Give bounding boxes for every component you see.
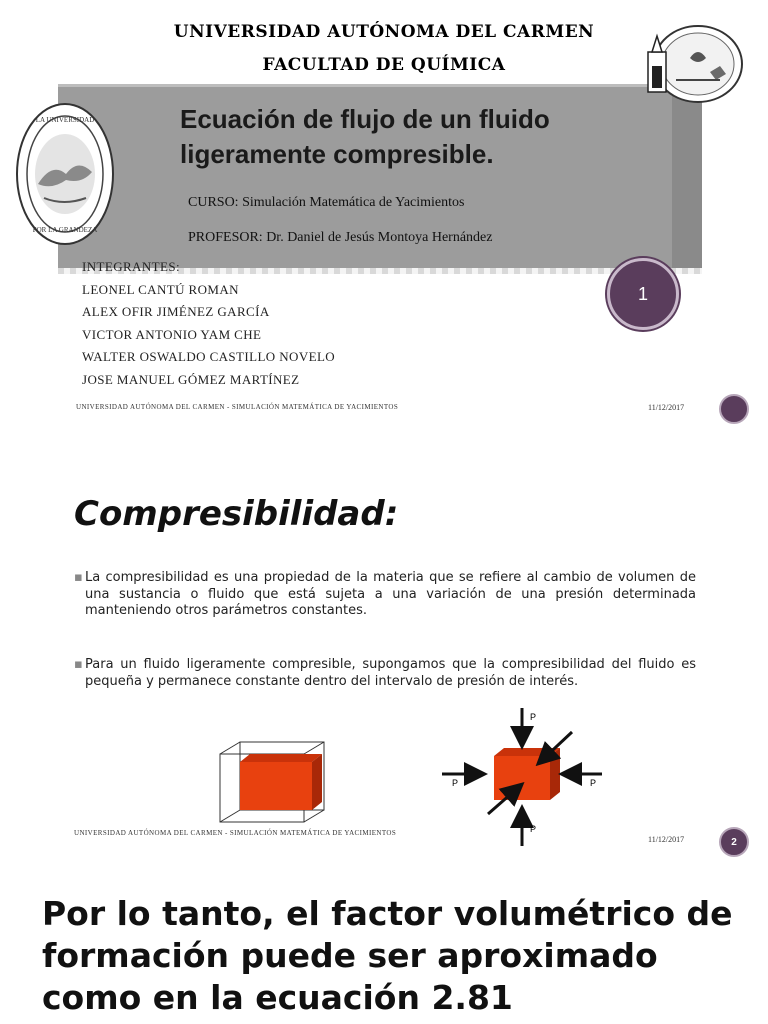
member-name: LEONEL CANTÚ ROMAN — [82, 281, 239, 297]
cube-in-container-figure — [218, 740, 338, 824]
pressure-label-left: P — [452, 778, 459, 788]
svg-text:POR LA GRANDEZA: POR LA GRANDEZA — [32, 226, 98, 234]
slide-number-dot: 2 — [719, 827, 749, 857]
slide-statement: Por lo tanto, el factor volumétrico de formación puede ser aproximado como en la ecuación 2.81 — [42, 894, 733, 1017]
pressure-label-right: P — [590, 778, 597, 788]
university-seal-logo — [14, 100, 116, 248]
bullet-marker-icon: ▪ — [74, 657, 83, 672]
faculty-heading: FACULTAD DE QUÍMICA — [262, 55, 506, 75]
slide-date: 11/12/2017 — [648, 835, 685, 844]
member-name: JOSE MANUEL GÓMEZ MARTÍNEZ — [82, 371, 300, 387]
pressure-label-top: P — [530, 712, 537, 722]
bullet-text: Para un fluido ligeramente compresible, supongamos que la compresibilidad del fluido es pequeña y permanece constante dentro del intervalo de presión de interés. — [85, 657, 696, 689]
presentation-title: Ecuación de flujo de un fluido ligeramente compresible. — [180, 104, 550, 169]
pressure-label-bottom: P — [530, 824, 537, 834]
faculty-crest-logo — [640, 22, 746, 106]
member-name: ALEX OFIR JIMÉNEZ GARCÍA — [82, 304, 270, 319]
bullet-marker-icon: ▪ — [74, 570, 83, 585]
bullet-text: La compresibilidad es una propiedad de la materia que se refiere al cambio de volumen de una sustancia o fluido que está sujeta a una variación de una presión determinada manteniendo otros parámetros constantes. — [85, 570, 696, 618]
slide-footer: UNIVERSIDAD AUTÓNOMA DEL CARMEN - SIMULACIÓN MATEMÁTICA DE YACIMIENTOS — [76, 403, 399, 411]
professor-label: PROFESOR: Dr. Daniel de Jesús Montoya Hernández — [188, 230, 493, 245]
course-label: CURSO: Simulación Matemática de Yacimientos — [188, 195, 465, 210]
slide-number-badge: 1 — [607, 258, 679, 330]
slide-number-dot — [719, 394, 749, 424]
slide-date: 11/12/2017 — [648, 403, 685, 412]
slide-title: Compresibilidad: — [74, 494, 399, 534]
title-band-accent — [672, 84, 702, 270]
members-header: INTEGRANTES: — [82, 259, 180, 274]
compressed-cube-pressure-figure — [440, 706, 608, 848]
member-name: VICTOR ANTONIO YAM CHE — [82, 326, 262, 342]
svg-text:LA UNIVERSIDAD: LA UNIVERSIDAD — [35, 116, 95, 124]
slide-footer: UNIVERSIDAD AUTÓNOMA DEL CARMEN - SIMULACIÓN MATEMÁTICA DE YACIMIENTOS — [74, 829, 397, 837]
bullet-item — [74, 657, 696, 690]
members-list — [82, 256, 335, 391]
bullet-item — [74, 570, 696, 620]
university-heading: UNIVERSIDAD AUTÓNOMA DEL CARMEN — [173, 22, 595, 42]
member-name: WALTER OSWALDO CASTILLO NOVELO — [82, 349, 336, 364]
